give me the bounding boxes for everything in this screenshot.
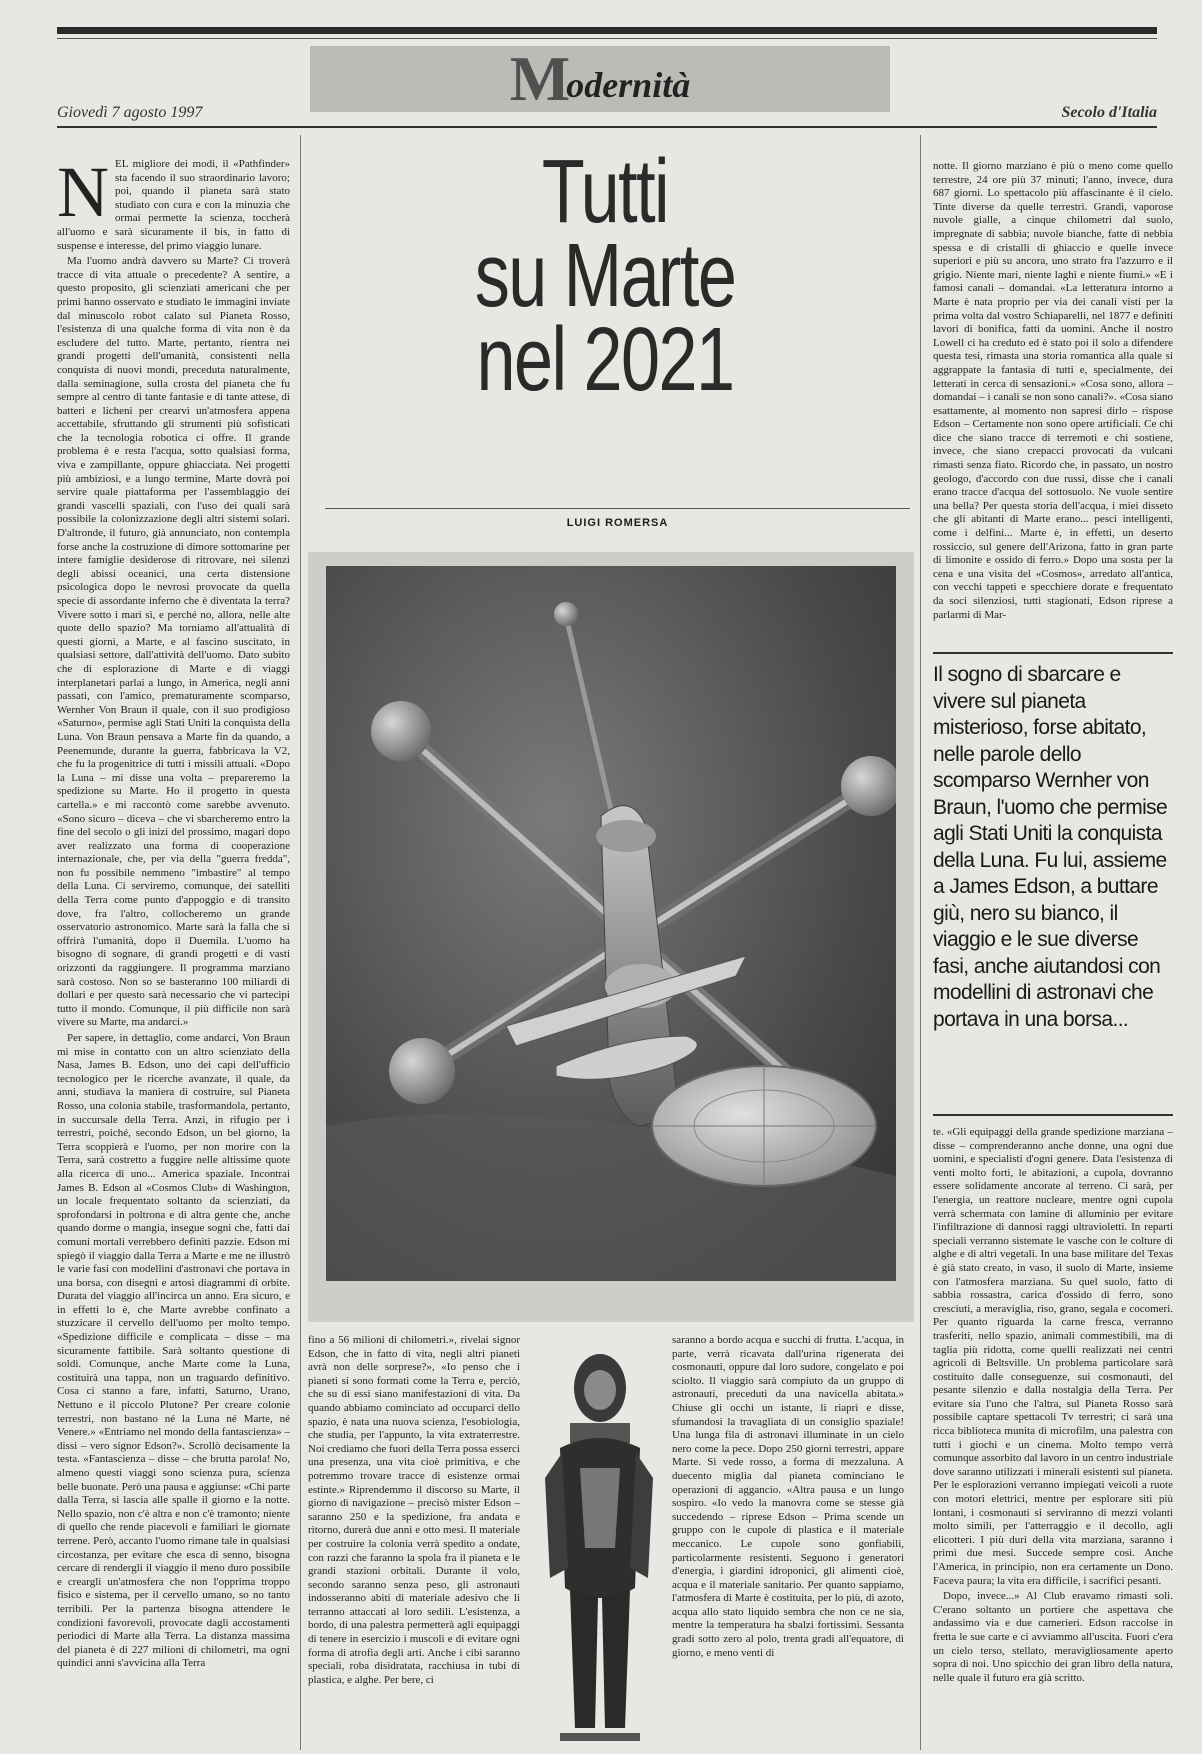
title-line: su Marte bbox=[474, 226, 736, 326]
paragraph: EL migliore dei modi, il «Pathfinder» sta facendo il suo straordinario lavoro; poi, quando il pianeta sarà stato studiato con cura e con la minuzia che ormai permette la scienza, toccherà all'uomo e sarà sicuramente il bis, in fatto di suspense e interesse, del primo viaggio lunare. bbox=[57, 158, 290, 252]
column-4-top bbox=[933, 160, 1173, 644]
header-rule bbox=[57, 126, 1157, 128]
top-rule bbox=[57, 27, 1157, 34]
newspaper-name: Secolo d'Italia bbox=[1061, 104, 1157, 121]
byline-rule bbox=[325, 508, 910, 509]
dateline: Giovedì 7 agosto 1997 bbox=[57, 104, 203, 121]
section-title: odernità bbox=[566, 65, 691, 105]
paragraph: Per sapere, in dettaglio, come andarci, Von Braun mi mise in contatto con un altro scienziato della Nasa, James B. Edson, uno dei capi dell'ufficio tecnologico per le ricerche avanzate, il quale, da anni, studiava la maniera di costruire, sul Pianeta Rosso, una colonia stabile, trasformandola, pertanto, in succursale della Terra. Anzi, in rifugio per i terrestri, poiché, secondo Edson, un bel giorno, la Terra scoppierà e l'uomo, per non morire con la Terra, sarà costretto a fuggire nelle altissime quote alla ricerca di uno... America spaziale. Incontrai James B. Edson al «Cosmos Club» di Washington, un locale frequentato soltanto da scienziati, da sprofondarsi in poltrona e di altra gente che, anche quando dorme o mangia, insegue sogni che, fatti dai comuni mortali verrebbero definiti pazzie. Edson mi spiegò il viaggio dalla Terra a Marte e me ne illustrò le varie fasi con modellini d'astronavi che portava in una borsa, con disegni e artosi diagrammi di orbite. Durata del viaggio all'incirca un anno. Era sicuro, e in effetti lo è, che Marte avrebbe confinato a stuzzicare il cervello dell'uomo per molto tempo. «Spedizione difficile e complicata – disse – ma sicuramente fattibile. Sarà soltanto questione di soldi. Comunque, anche Marte come la Luna, costituirà una tappa, non un traguardo definitivo. Cosa ci stanno a fare, infatti, Saturno, Urano, Nettuno e il piccolo Plutone? Per creare colonie terrestri, non bastano né la Luna né Marte, né Venere.» «Entriamo nel mondo della fantascienza» – dissi – vero signor Edson?». Scrollò decisamente la testa. «Fantascienza – disse – che brutta parola! No, almeno questi viaggi sono scienza pura, scienza belle buonate. Però una pausa e aggiunse: «Chi parte dalla Terra, si lascia alle spalle il giorno e la notte. Nello spazio, non c'è altra e non c'è tramonto; niente di quello che rende piacevoli e familiari le giornate terrene. Però, accanto l'uomo rimane tale in qualsiasi circostanza, per evitare che esca di senno, bisogna cercare di rendergli il viaggio il meno duro possibile e creargli un'atmosfera che non l'opprima troppo fisico e sistema, per il cervello umano, so no tanto terribili. Per la partenza bisogna attendere le condizioni favorevoli, provocate dagli accostamenti periodici di Marte alla Terra. La distanza massima del pianeta è di 227 milioni di chilometri, ma ogni quindici anni s'avvicina alla Terra bbox=[57, 1032, 290, 1670]
sphere bbox=[389, 1038, 455, 1104]
paragraph: Ma l'uomo andrà davvero su Marte? Ci troverà tracce di vita attuale o precedente? A sentire, a questo proposito, gli scienziati americani che per primi hanno osservato e studiato le immagini inviate dal minuscolo robot calato sul Pianeta Rosso, l'esistenza di una qualche forma di vita non è da escludere del tutto. Marte, pertanto, rientra nei grandi progetti dell'umanità, consistenti nella conquista di nuovi mondi, preceduta naturalmente, dalla seminagione, sulla crosta del pianeta che fu sempre al centro di tante fantasie e di tante attese, di batteri e licheni per crearvi un'atmosfera appena accettabile, sfruttando gli strumenti più sofisticati che la tecnologia robotica ci offre. Il grande problema è e resta l'acqua, sotto qualsiasi forma, viva e zampillante, oppure ghiacciata. Nei progetti più ambiziosi, e a lungo termine, Marte dovrà poi servire quale piattaforma per l'assemblaggio dei grandi vascelli spaziali, con l'uso dei quali sarà possibile la colonizzazione degli altri sistemi solari. D'altronde, il futuro, già annunciato, non contempla forse anche la costruzione di dimore sottomarine per intere famiglie desiderose di ritrovare, nei silenzi degli abissi oceanici, una certa distensione psicologica dopo le nevrosi provocate da quella specie di assordante inferno che è diventata la terra? Vivere sotto i mari sì, e perché no, allora, nelle alte quote dello spazio? Ma torniamo all'attualità di questi giorni, a Marte, e al fascino suscitato, in qualsiasi settore, dall'attività dell'uomo. Dato subito che di esplorazione di Marte e di viaggi interplanetari parlai a lungo, in America, negli anni passati, con l'amico, prematuramente scomparso, Wernher Von Braun il quale, con il suo prodigioso «Saturno», permise agli Stati Uniti la conquista della Luna. Von Braun pensava a Marte fin da quando, a Peenemunde, durante la guerra, fabbricava la V2, che fu la progenitrice di tutti i missili attuali. «Dopo la Luna – mi disse una volta – prepareremo la spedizione su Marte. Ho il progetto in questa cartella.» e mi raccontò come sarebbe avvenuto. «Sono sicuro – diceva – che vi sbarcheremo entro la fine del secolo o gli inizi del prossimo, magari dopo aver realizzato una forma di cooperazione internazionale, che, per via della "guerra fredda", non fu possibile nemmeno "imbastire" al tempo della Luna. Ci serviremo, comunque, dei satelliti della Terra come punto d'appoggio e di transito dove, fra l'altro, collocheremo un grande osservatorio astronomico. Marte sarà la falla che si offrirà l'umanità, dopo il Duemila. L'uomo ha bisogno di sognare, di grandi progetti e di vasti orizzonti da raggiungere. Il programma marziano sarà costoso. Non so se basteranno 100 miliardi di dollari e per questo sarà necessario che vi partecipi tutto il mondo. Comunque, il più difficile non sarà vivere su Marte, ma andarci.» bbox=[57, 255, 290, 1029]
pull-quote-rule bbox=[933, 1114, 1173, 1116]
column-rule bbox=[920, 135, 921, 1750]
section-initial: M bbox=[509, 43, 571, 114]
top-thin-rule bbox=[57, 38, 1157, 39]
column-4-bottom bbox=[933, 1126, 1173, 1750]
sphere bbox=[371, 701, 431, 761]
paragraph: te. «Gli equipaggi della grande spedizione marziana – disse – comprenderanno anche donne, una ogni due uomini, e specialisti d'ogni genere. Data l'esistenza di venti molto forti, le abitazioni, a cupola, dovranno essere solidamente ancorate al terreno. Ci sarà, per l'energia, un reattore nucleare, mentre ogni cupola verrà schermata con lamine di alluminio per evitare l'infiltrazione di dannosi raggi ultravioletti. In reparti speciali verranno sistemate le vasche con le colture di alghe e di altri vegetali. In una base militare del Texas è già stato creato, in vaso, il suolo di Marte, insieme con l'atmosfera marziana. Su quel suolo, fatto di sabbia rossastra, carica d'ossido di ferro, sono cresciuti, a meraviglia, riso, grano, segala e cocomeri. Per quanto riguarda la carne fresca, verranno trasferiti, nello spazio, animali commestibili, ma di taglia più ridotta, come quelli realizzati nei centri agricoli di Beltsville. Un problema particolare sarà costituito dalle conseguenze, sui cosmonauti, del pesante silenzio e dalla nostalgia della Terra. Per evitare sia l'uno che l'altra, sul Pianeta Rosso sarà possibile captare spettacoli Tv terrestri; ci sarà una ricca biblioteca munita di microfilm, una palestra con tutti i giochi e un cinema. Molto tempo verrà comunque assorbito dal lavoro in un centro industriale dove saranno utilizzati i minerali esistenti sul pianeta. Per le esplorazioni verranno impiegati veicoli a ruote con motori elettrici, mentre per esplorare siti più lontani, i cosmonauti si serviranno di mezzi volanti molto simili, per l'atterraggio e il decollo, agli elicotteri. I più duri della vita marziana, saranno i primi due mesi. Succede sempre così. Anche l'America, in principio, non era certamente un Dono. Faceva paura; la vita era difficile, i sacrifici pesanti. bbox=[933, 1126, 1173, 1587]
title-line: Tutti bbox=[541, 142, 669, 242]
paragraph: Dopo, invece...» Al Club eravamo rimasti soli. C'erano soltanto un portiere che aspettava che andassimo via e due camerieri. Edson raccolse in fretta le sue carte e ci avviammo all'uscita. Fuori c'era un cielo terso, stellato, meravigliosamente aperto sopra di noi. Uno spicchio dei gran libro della natura, nelle quale il futuro era già scritto. bbox=[933, 1590, 1173, 1684]
column-rule bbox=[300, 135, 301, 1750]
paragraph: fino a 56 milioni di chilometri.», rivelai signor Edson, che in fatto di vita, negli altri pianeti avrà non delle sorprese?», «Io penso che i pianeti si sono formati come la Terra e, perciò, che su di essi siano manifestazioni di vita. Da quando abbiamo cominciato ad occuparci dello spazio, è nata una nuova scienza, l'esobiologia, che studia, per l'appunto, la vita extraterrestre. Noi crediamo che fuori della Terra possa esserci una presenza, una vita cioè primitiva, e che potremmo trovare tracce di esistenze ormai estinte.» Riprendemmo il discorso su Marte, il giorno di navigazione – precisò mister Edson – saranno 250 e la spedizione, fra andata e ritorno, durerà due anni e otto mesi. Il materiale per costruire la colonia verrà spedito a ondate, con razzi che faranno la spola fra il pianeta e le grandi stazioni orbitali. Durante il volo, secondo saranno senza peso, gli astronauti indosseranno abiti di materiale adesivo che li terranno attaccati al loro sedili. L'esistenza, a bordo, di una palestra permetterà agli equipaggi di tenere in esercizio i muscoli e di evitare ogni forma di atrofia degli arti. Anche i cibi saranno speciali, roba disidratata, racchiusa in tubi di plastica, e alghe. Per bere, ci bbox=[308, 1334, 520, 1686]
title-line: nel 2021 bbox=[476, 310, 734, 410]
paragraph: saranno a bordo acqua e succhi di frutta. L'acqua, in parte, verrà ricavata dall'urina rigenerata dei cosmonauti, oppure dal loro sudore, congelato e poi sciolto. Il viaggio sarà compiuto da un gruppo di astronauti, preceduti da una navicella abitata.» Chiuse gli occhi un istante, li riaprì e disse, sfumandosi la travagliata di un consiglio spaziale! Una lunga fila di astronavi illuminate in un cielo nero come la pece. Dopo 250 giorni terrestri, appare Marte. Si vede rosso, a forma di mezzaluna. A duecento miglia dal pianeta cominciano le operazioni di aggancio. «Altra pausa e un lungo sospiro. «Io vedo la manovra come se stesse già succedendo – riprese Edson – Prima scende un gruppo con le cupole di plastica e il materiale meccanico. Le cupole sono gonfiabili, particolarmente resistenti. Seguono i generatori d'energia, i giardini idroponici, gli alimenti cioè, acqua e il materiale sanitario. Per quanto sappiamo, l'atmosfera di Marte è costituita, per lo più, di azoto, acqua allo stato liquido sembra che non ce ne sia, mentre la temperatura ha sbalzi fortissimi. Sessanta gradi sotto zero al polo, trenta gradi all'equatore, di giorno, e meno venti di bbox=[672, 1334, 904, 1659]
robot-figure-illustration bbox=[540, 1328, 658, 1748]
drop-cap: N bbox=[57, 158, 109, 232]
column-3 bbox=[672, 1334, 904, 1750]
pull-quote-rule bbox=[933, 652, 1173, 654]
article-title bbox=[315, 142, 895, 410]
author-byline: LUIGI ROMERSA bbox=[566, 517, 669, 529]
spacecraft-model-photo bbox=[326, 566, 896, 1281]
column-1 bbox=[57, 158, 290, 1750]
pull-quote: Il sogno di sbarcare e vivere sul pianeta misterioso, forse abitato, nelle parole dello scomparso Wernher von Braun, l'uomo che permise agli Stati Uniti la conquista della Luna. Fu lui, assieme a James Edson, a buttare giù, nero su bianco, il viaggio e le sue diverse fasi, anche aiutandosi con modellini di astronavi che portava in una borsa... bbox=[933, 663, 1168, 1031]
column-2 bbox=[308, 1334, 520, 1750]
section-masthead bbox=[310, 43, 890, 114]
sphere bbox=[554, 602, 578, 626]
paragraph: notte. Il giorno marziano è più o meno come quello terrestre, 24 ore più 37 minuti; l'anno, invece, dura 687 giorni. Lo spettacolo più affascinante è il cielo. Tinte diverse da quelle terrestri. Grandi, vaporose nuvole gialle, a cinque chilometri dal suolo, impregnate di sabbia; nuvole bianche, fatte di nebbia spessa e di cristalli di ghiaccio e quelle invece superiori e più su ancora, uno strato fra l'azzurro e il grigio. Niente mari, niente laghi e niente fiumi.» «E i famosi canali – domandai. «La letteratura intorno a Marte è nata proprio per via dei canali visti per la prima volta dal vostro Schiaparelli, nel 1877 e definiti lavori di bonifica, fatti da uomini. Anche il nostro Lowell ci ha creduto ed è stato poi il solo a difendere questa tesi, rimasta una storia romantica alla quale si aggrappate la fantasia di tutti e, specialmente, dei letterati in cerca di sensazioni.» «Cosa sono, allora – domandai – i canali se non sono canali?». «Cosa siano esattamente, al momento non sapresi dirlo – rispose Edson – Certamente non sono opere artificiali. Ce chi dice che siano tracce di terremoti e chi sostiene, invece, che siano crepacci provocati da vulcani rimasti senza fiato. Ricordo che, in passato, un nostro geologo, d'accordo con due russi, disse che i canali erano tracce d'acqua del sottosuolo. Ne vuole sentire una bella? Per questa storia dell'acqua, i miei disseto che gli abitanti di Marte erano... pesci intelligenti, come i delfini... Marte è, in effetti, un deserto rossiccio, sul genere dell'Arizona, fatto in gran parte di limonite e ossido di ferro.» Dopo una sosta per la cena e una visita del «Cosmos», arredato all'antica, con vecchi tappeti e specchiere dorate e frequentato da soci silenziosi, tutti stagionati, Edson riprese a parlarmi di Mar- bbox=[933, 160, 1173, 621]
